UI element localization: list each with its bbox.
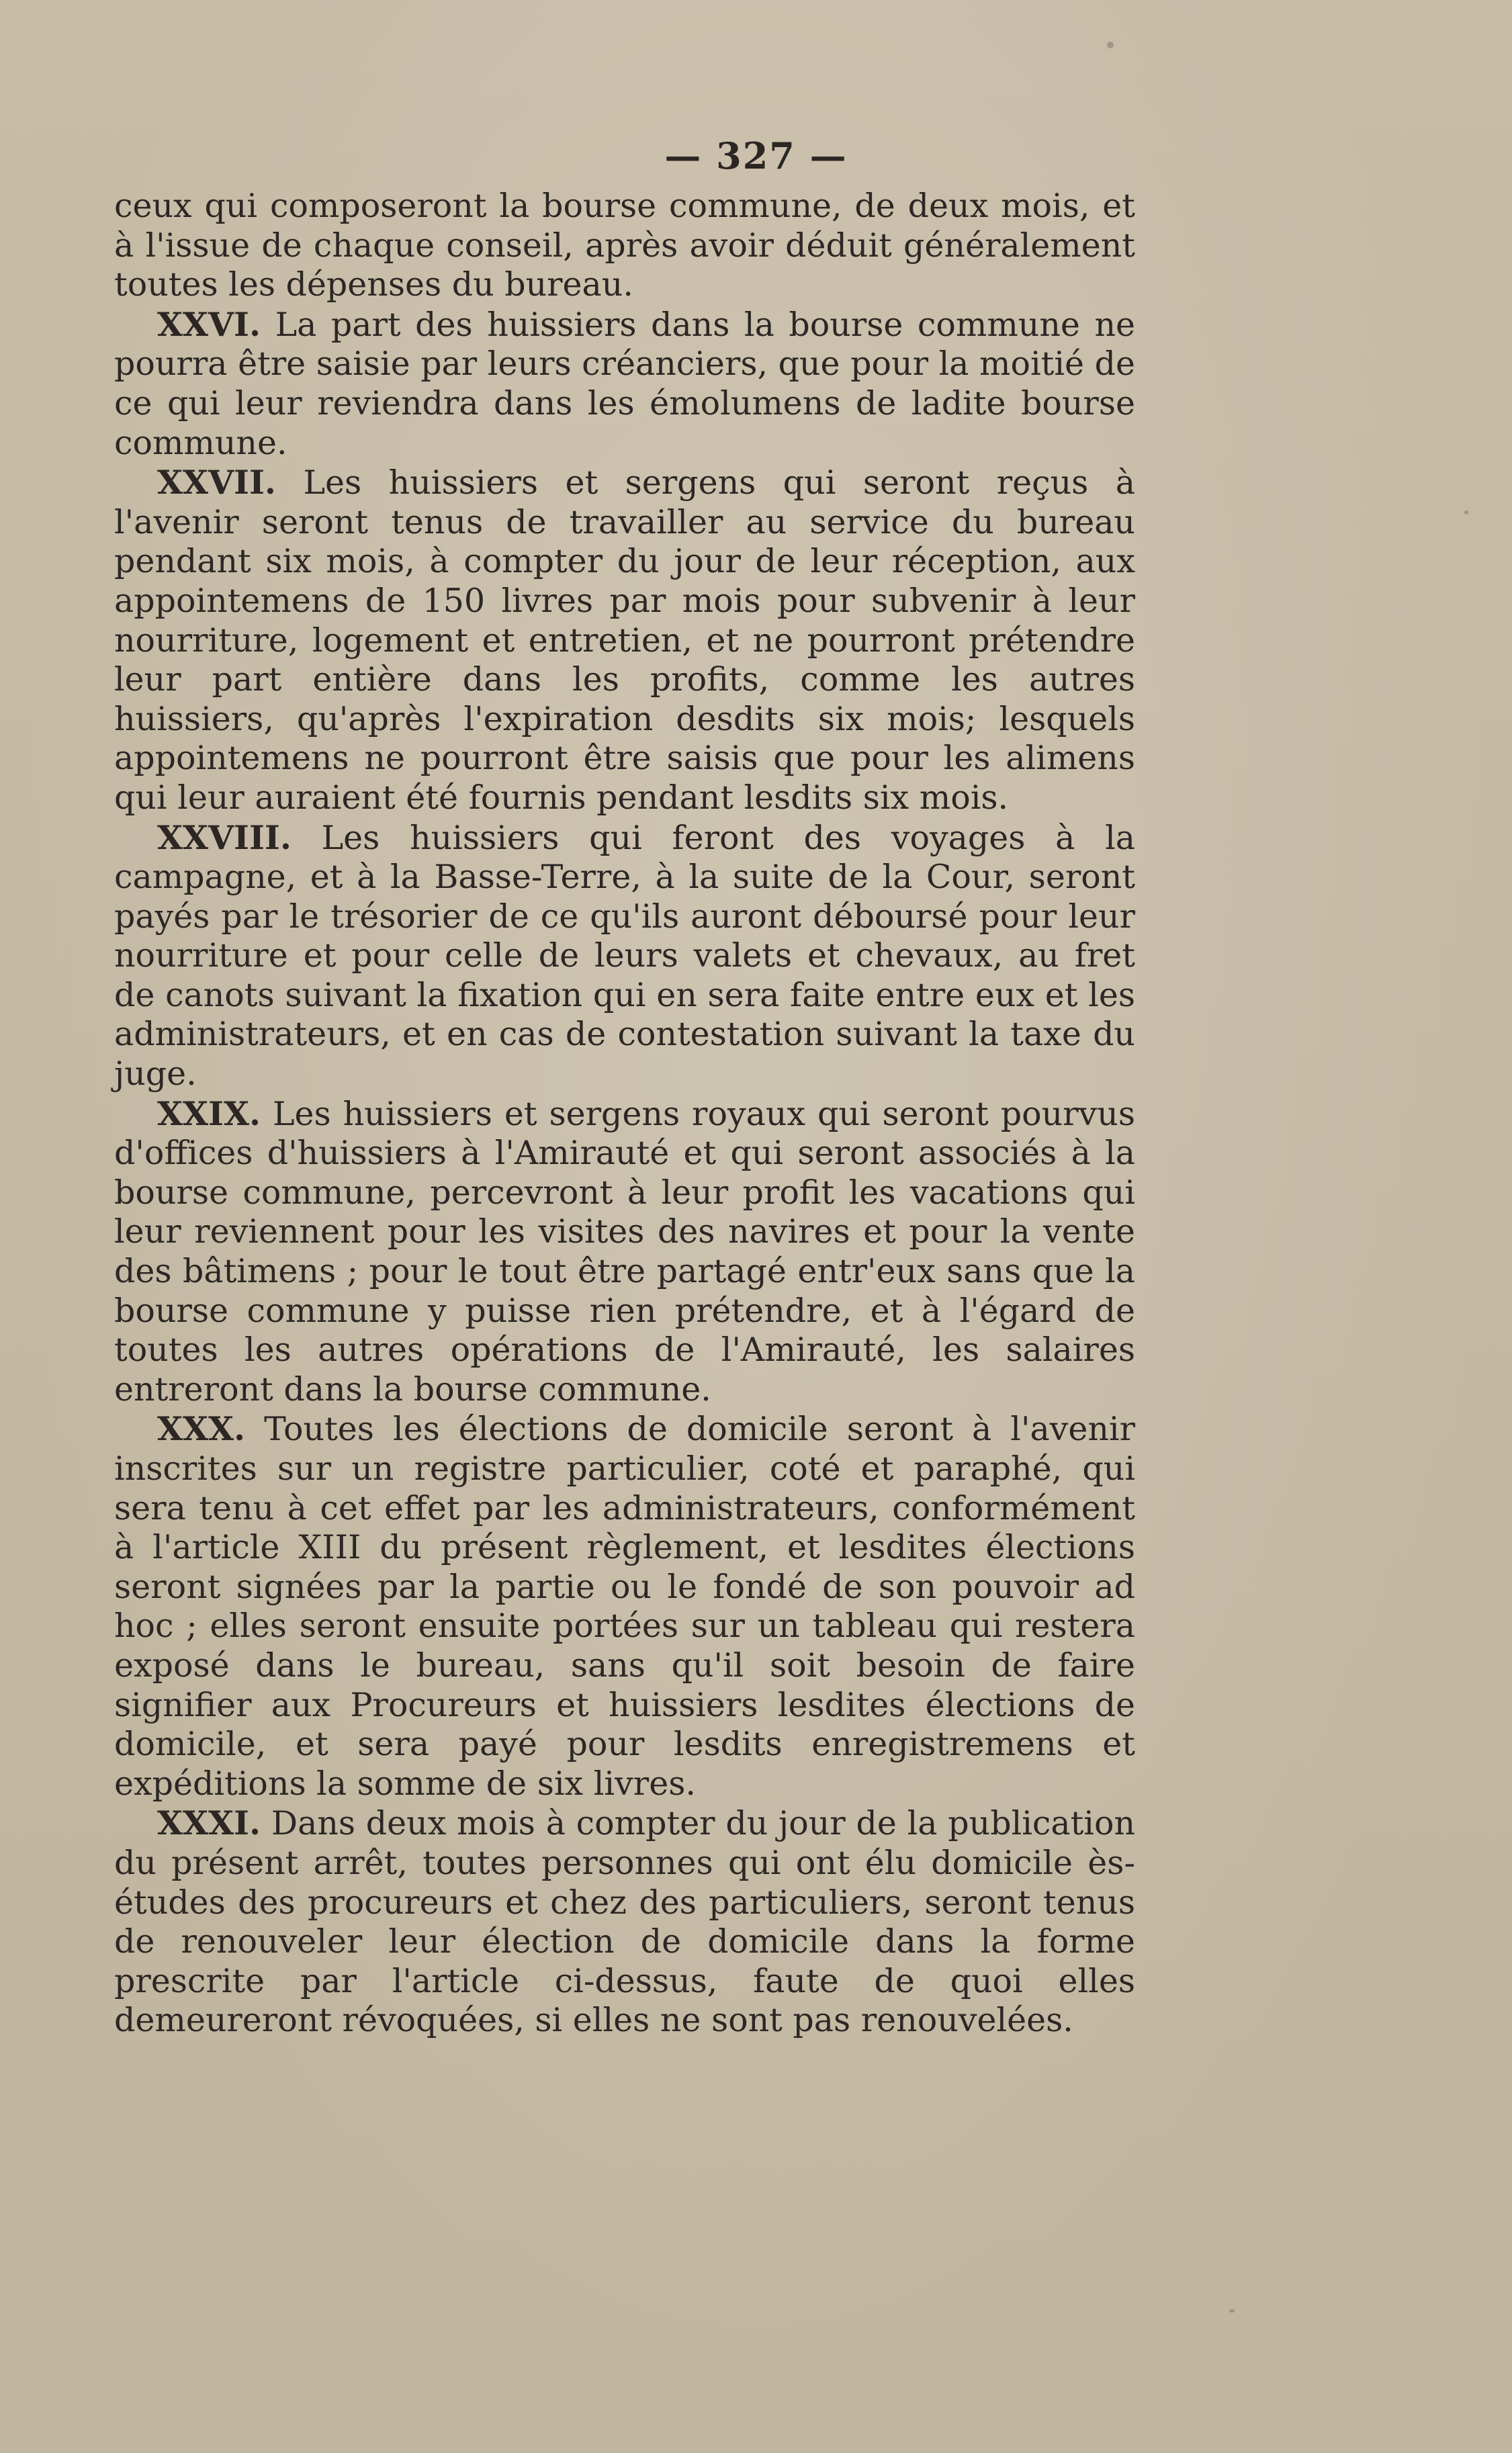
paragraph-text: ceux qui composeront la bourse commune, de deux mois, et à l'issue de chaque conseil, après avoir déduit généralement toutes les dépenses du bureau. [114,187,1135,304]
article-number: XXVII. [157,463,276,502]
article-text: La part des huissiers dans la bourse commune ne pourra être saisie par leurs créanciers, que pour la moitié de ce qui leur reviendra dans les émolumens de ladite bourse commune. [114,305,1135,462]
article-number: XXXI. [157,1803,261,1843]
article-number: XXVI. [157,304,261,344]
article-29 [114,1094,1135,1410]
page-number: — 327 — [664,134,848,177]
article-text: Dans deux mois à compter du jour de la publication du présent arrêt, toutes personnes qui ont élu domicile ès-études des procureurs et chez des particuliers, seront tenus de renouveler leur élection de domicile dans la forme prescrite par l'article ci-dessus, faute de quoi elles demeureront révoquées, si elles ne sont pas renouvelées. [114,1804,1135,2040]
paragraph-continuation [114,187,1135,305]
paper-speck [1464,510,1468,515]
article-number: XXIX. [157,1094,261,1133]
article-text: Les huissiers qui feront des voyages à la campagne, et à la Basse-Terre, à la suite de la Cour, seront payés par le trésorier de ce qu'ils auront déboursé pour leur nourriture et pour celle de leurs valets et chevaux, au fret de canots suivant la fixation qui en sera faite entre eux et les administrateurs, et en cas de contestation suivant la taxe du juge. [114,818,1135,1094]
article-number: XXX. [157,1409,246,1449]
body-text [114,187,1135,2041]
article-27 [114,463,1135,817]
article-text: Toutes les élections de domicile seront à l'avenir inscrites sur un registre particulier, coté et paraphé, qui sera tenu à cet effet par les administrateurs, conformément à l'article XIII du présent règlement, et lesdites élections seront signées par la partie ou le fondé de son pouvoir ad hoc ; elles seront ensuite portées sur un tableau qui restera exposé dans le bureau, sans qu'il soit besoin de faire signifier aux Procureurs et huissiers lesdites élections de domicile, et sera payé pour lesdits enregistremens et expéditions la somme de six livres. [114,1410,1135,1803]
article-30 [114,1409,1135,1803]
article-number: XXVIII. [157,817,292,857]
article-26 [114,305,1135,463]
paper-speck [1107,42,1114,48]
paper-speck [1229,2309,1235,2313]
article-text: Les huissiers et sergens qui seront reçus à l'avenir seront tenus de travailler au service du bureau pendant six mois, à compter du jour de leur réception, aux appointemens de 150 livres par mois pour subvenir à leur nourriture, logement et entretien, et ne pourront prétendre leur part entière dans les profits, comme les autres huissiers, qu'après l'expiration desdits six mois; lesquels appointemens ne pourront être saisis que pour les alimens qui leur auraient été fournis pendant lesdits six mois. [114,463,1135,817]
article-31 [114,1803,1135,2041]
article-text: Les huissiers et sergens royaux qui seront pourvus d'offices d'huissiers à l'Amirauté et qui seront associés à la bourse commune, percevront à leur profit les vacations qui leur reviennent pour les visites des navires et pour la vente des bâtimens ; pour le tout être partagé entr'eux sans que la bourse commune y puisse rien prétendre, et à l'égard de toutes les autres opérations de l'Amirauté, les salaires entreront dans la bourse commune. [114,1094,1135,1409]
article-28 [114,818,1135,1094]
